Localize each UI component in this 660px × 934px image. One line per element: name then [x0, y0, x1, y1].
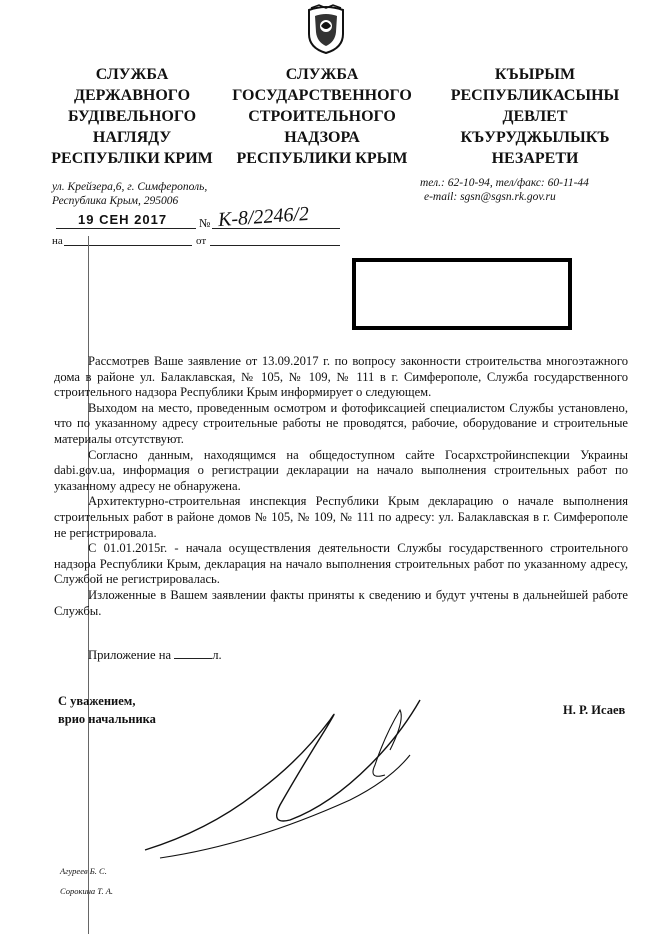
attachment-suffix: л.	[212, 648, 222, 662]
address-line: Республика Крым, 295006	[52, 195, 179, 207]
sender-contacts	[420, 176, 635, 204]
body-paragraph: Рассмотрев Ваше заявление от 13.09.2017 г. по вопросу законности строительства многоэтажного дома в районе ул. Балаклавская, № 105, № 109, № 111 в г. Симферополе, Служба государственного строительного надзора Республики Крым информирует о следующем.	[54, 354, 628, 400]
outgoing-number: К-8/2246/2	[217, 202, 310, 232]
header-line: СЛУЖБА	[285, 66, 359, 83]
signatory-name: Н. Р. Исаев	[563, 703, 626, 717]
crimea-coat-of-arms-icon	[305, 4, 347, 54]
closing-greeting: С уважением,	[58, 694, 136, 708]
header-line: РЕСПУБЛІКИ КРИМ	[51, 150, 213, 167]
header-line: НАДЗОРА	[284, 129, 360, 146]
redacted-recipient-box	[352, 258, 572, 330]
header-line: НАГЛЯДУ	[92, 129, 172, 146]
header-line: СТРОИТЕЛЬНОГО	[248, 108, 396, 125]
header-line: РЕСПУБЛИКАСЫНЫ	[450, 87, 620, 104]
header-line: ГОСУДАРСТВЕННОГО	[232, 87, 412, 104]
address-line: ул. Крейзера,6, г. Симферополь,	[52, 181, 208, 193]
signature-icon	[100, 680, 460, 880]
closing-position: врио начальника	[58, 712, 156, 726]
header-line: КЪУРУДЖЫЛЫКЪ	[460, 129, 610, 146]
ref-label: на	[52, 235, 63, 247]
from-label: от	[196, 235, 207, 247]
phone-line: тел.: 62-10-94, тел/факс: 60-11-44	[420, 177, 589, 189]
header-ukrainian	[42, 64, 222, 169]
date-stamp: 19 СЕН 2017	[78, 212, 168, 227]
header-line: СЛУЖБА	[95, 66, 169, 83]
executor-name: Агуреев Б. С.	[60, 866, 107, 876]
executor-name: Сорокина Т. А.	[60, 886, 114, 896]
header-line: РЕСПУБЛИКИ КРЫМ	[236, 150, 408, 167]
ref-underline	[64, 245, 192, 246]
body-paragraph: С 01.01.2015г. - начала осуществления деятельности Службы государственного строительного надзора Республики Крым, декларация на начало выполнения строительных работ по указанному адресу, Службой не регистрировалась.	[54, 541, 628, 587]
header-line: ДЕРЖАВНОГО	[73, 87, 191, 104]
header-russian	[222, 64, 422, 169]
attachment-line	[88, 648, 222, 663]
header-crimean-tatar	[430, 64, 640, 169]
letter-body	[54, 354, 628, 619]
body-paragraph: Архитектурно-строительная инспекция Республики Крым декларацию о начале выполнения строительных работ в районе домов № 105, № 109, № 111 по адресу: ул. Балаклавская в г. Симферополе не регистрировала.	[54, 494, 628, 540]
body-paragraph: Согласно данным, находящимся на общедоступном сайте Госархстройинспекции Украины dabi.gov.ua, информация о регистрации декларации на начало выполнения строительных работ по указанному адресу не обнаружена.	[54, 447, 628, 493]
header-line: КЪЫРЫМ	[494, 66, 576, 83]
header-line: ДЕВЛЕТ	[502, 108, 568, 125]
number-underline	[212, 228, 340, 229]
attachment-label: Приложение на	[88, 648, 172, 662]
from-underline	[210, 245, 340, 246]
body-paragraph: Выходом на место, проведенным осмотром и фотофиксацией специалистом Службы установлено, что по указанному адресу строительные работы не проводятся, рабочие, оборудование и строительные материалы отсутствуют.	[54, 400, 628, 446]
number-label: №	[199, 216, 211, 230]
email-line: e-mail: sgsn@sgsn.rk.gov.ru	[424, 191, 556, 203]
sender-address	[52, 180, 282, 208]
date-underline	[56, 228, 196, 229]
body-paragraph: Изложенные в Вашем заявлении факты приняты к сведению и будут учтены в дальнейшей работе Службы.	[54, 587, 628, 618]
header-line: НЕЗАРЕТИ	[491, 150, 579, 167]
attachment-blank	[174, 658, 212, 659]
header-line: БУДІВЕЛЬНОГО	[67, 108, 197, 125]
